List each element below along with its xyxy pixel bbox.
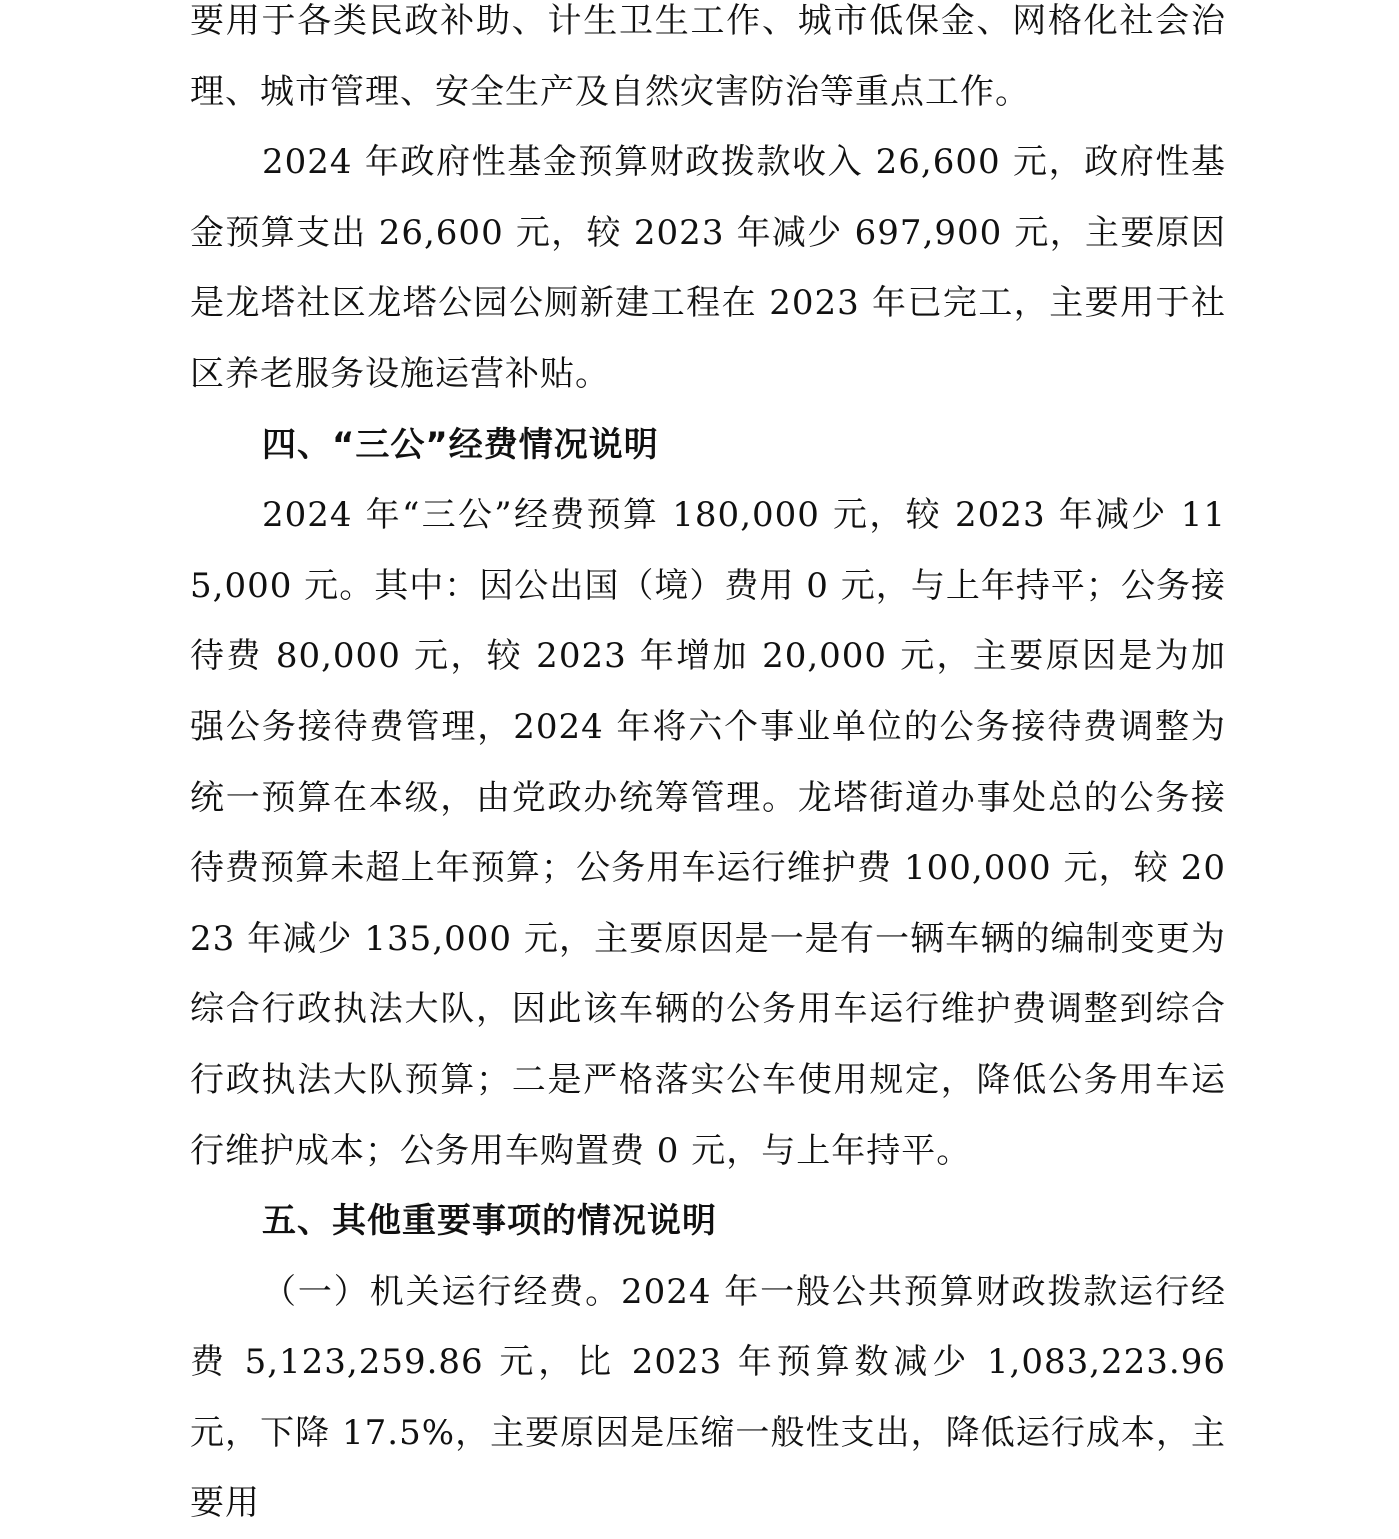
paragraph-continuation: 要用于各类民政补助、计生卫生工作、城市低保金、网格化社会治理、城市管理、安全生产及自然灾害防治等重点工作。 — [190, 1, 1226, 112]
section-heading-four: 四、“三公”经费情况说明 — [262, 424, 659, 465]
paragraph-operating-expenses: （一）机关运行经费。2024 年一般公共预算财政拨款运行经费 5,123,259.86 元，比 2023 年预算数减少 1,083,223.96 元，下降 17.5%，主要原因是压缩一般性支出，降低运行成本，主要用 — [190, 1271, 1226, 1524]
section-heading-five: 五、其他重要事项的情况说明 — [262, 1201, 717, 1242]
paragraph-three-public-expenses: 2024 年“三公”经费预算 180,000 元，较 2023 年减少 115,000 元。其中：因公出国（境）费用 0 元，与上年持平；公务接待费 80,000 元，较 2023 年增加 20,000 元，主要原因是为加强公务接待费管理，2024 年将六个事业单位的公务接待费调整为统一预算在本级，由党政办统筹管理。龙塔街道办事处总的公务接待费预算未超上年预算；公务用车运行维护费 100,000 元，较 2023 年减少 135,000 元，主要原因是一是有一辆车辆的编制变更为综合行政执法大队，因此该车辆的公务用车运行维护费调整到综合行政执法大队预算；二是严格落实公车使用规定，降低公务用车运行维护成本；公务用车购置费 0 元，与上年持平。 — [190, 495, 1226, 1171]
document-page — [190, 0, 1226, 1539]
paragraph-government-fund-budget: 2024 年政府性基金预算财政拨款收入 26,600 元，政府性基金预算支出 26,600 元，较 2023 年减少 697,900 元，主要原因是龙塔社区龙塔公园公厕新建工程在 2023 年已完工，主要用于社区养老服务设施运营补贴。 — [190, 142, 1226, 394]
